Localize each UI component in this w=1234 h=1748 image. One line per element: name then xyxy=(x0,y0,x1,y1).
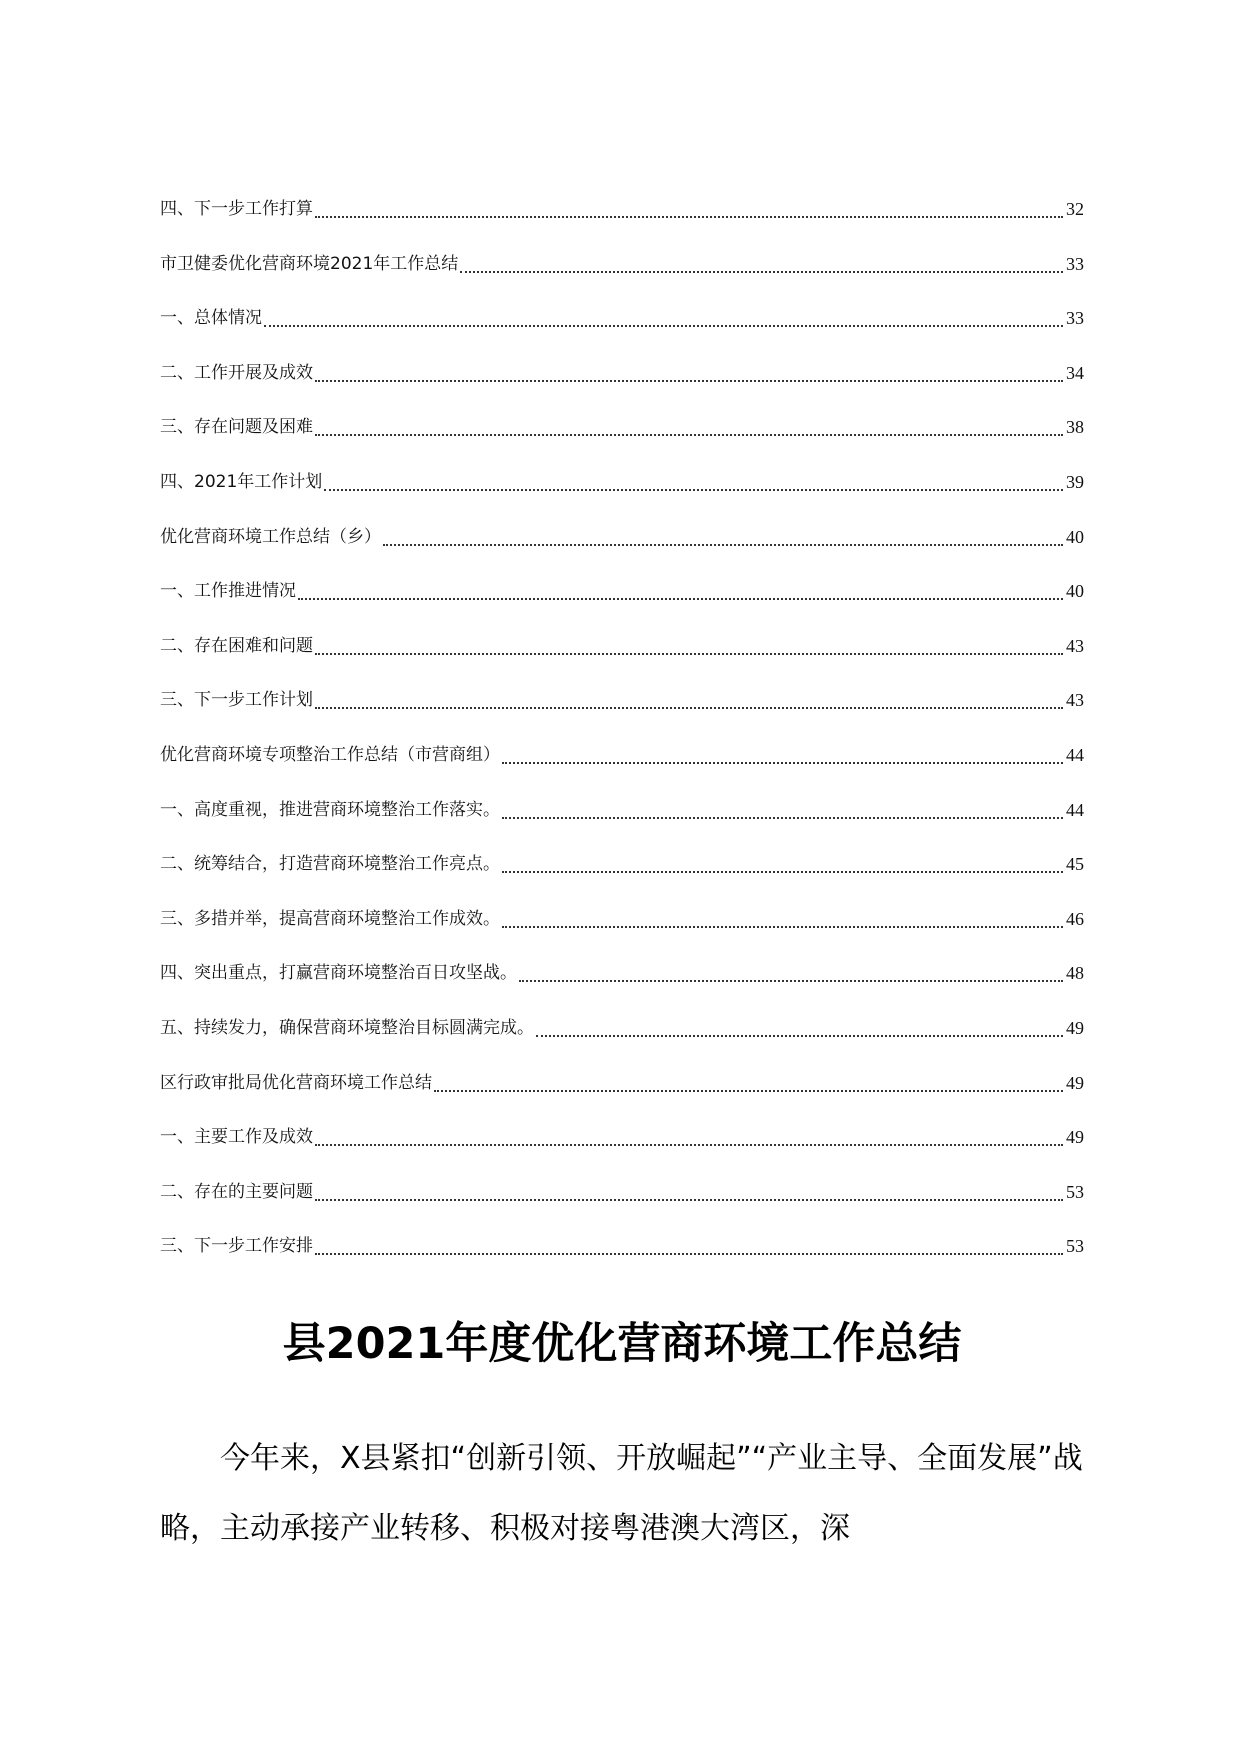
toc-page-number: 53 xyxy=(1066,1181,1084,1202)
toc-dot-leader xyxy=(315,633,1063,655)
toc-entry[interactable] xyxy=(160,469,1084,524)
toc-entry[interactable] xyxy=(160,742,1084,797)
toc-entry-text: 五、持续发力，确保营商环境整治目标圆满完成。 xyxy=(160,1017,534,1038)
toc-dot-leader xyxy=(460,251,1063,273)
toc-entry[interactable] xyxy=(160,1124,1084,1179)
toc-page-number: 53 xyxy=(1066,1236,1084,1257)
toc-entry-text: 一、主要工作及成效 xyxy=(160,1127,313,1148)
toc-entry[interactable] xyxy=(160,414,1084,469)
toc-entry-text: 四、下一步工作打算 xyxy=(160,199,313,219)
toc-entry[interactable] xyxy=(160,524,1084,579)
toc-dot-leader xyxy=(536,1015,1063,1037)
toc-entry-text: 三、存在问题及困难 xyxy=(160,417,313,438)
toc-page-number: 49 xyxy=(1066,1127,1084,1148)
toc-dot-leader xyxy=(519,960,1063,982)
toc-entry-text: 二、存在的主要问题 xyxy=(160,1181,313,1202)
toc-page-number: 40 xyxy=(1066,581,1084,602)
toc-dot-leader xyxy=(315,687,1063,709)
toc-entry[interactable] xyxy=(160,578,1084,633)
toc-page-number: 43 xyxy=(1066,690,1084,711)
toc-dot-leader xyxy=(434,1070,1063,1092)
toc-entry[interactable] xyxy=(160,1233,1084,1288)
toc-entry-text: 四、突出重点，打赢营商环境整治百日攻坚战。 xyxy=(160,963,517,984)
toc-entry[interactable] xyxy=(160,1070,1084,1125)
toc-dot-leader xyxy=(324,469,1063,491)
toc-page-number: 44 xyxy=(1066,799,1084,820)
toc-page-number: 48 xyxy=(1066,963,1084,984)
toc-entry-text: 二、存在困难和问题 xyxy=(160,635,313,656)
toc-page-number: 34 xyxy=(1066,362,1084,383)
toc-dot-leader xyxy=(298,578,1063,600)
toc-entry-text: 三、多措并举，提高营商环境整治工作成效。 xyxy=(160,908,500,929)
toc-page-number: 49 xyxy=(1066,1072,1084,1093)
toc-entry-text: 四、2021年工作计划 xyxy=(160,471,323,492)
toc-dot-leader xyxy=(383,524,1063,546)
toc-page-number: 45 xyxy=(1066,854,1084,875)
toc-dot-leader xyxy=(315,1179,1063,1201)
toc-entry-text: 优化营商环境专项整治工作总结（市营商组） xyxy=(160,744,500,765)
toc-page-number: 33 xyxy=(1066,253,1084,274)
toc-dot-leader xyxy=(315,1233,1063,1255)
toc-entry-text: 一、高度重视，推进营商环境整治工作落实。 xyxy=(160,799,500,820)
toc-dot-leader xyxy=(502,797,1063,819)
toc-entry-text: 一、总体情况 xyxy=(160,308,262,329)
toc-entry[interactable] xyxy=(160,633,1084,688)
toc-page-number: 33 xyxy=(1066,308,1084,329)
toc-entry-text: 二、工作开展及成效 xyxy=(160,362,313,383)
toc-entry-text: 二、统筹结合，打造营商环境整治工作亮点。 xyxy=(160,854,500,875)
toc-entry[interactable] xyxy=(160,851,1084,906)
toc-entry[interactable] xyxy=(160,1015,1084,1070)
toc-page-number: 40 xyxy=(1066,526,1084,547)
toc-page-number: 46 xyxy=(1066,908,1084,929)
toc-entry[interactable] xyxy=(160,906,1084,961)
toc-dot-leader xyxy=(315,414,1063,436)
toc-dot-leader xyxy=(502,742,1063,764)
toc-entry[interactable] xyxy=(160,360,1084,415)
toc-entry[interactable] xyxy=(160,797,1084,852)
toc-dot-leader xyxy=(315,360,1063,382)
toc-dot-leader xyxy=(315,1124,1063,1146)
toc-page-number: 49 xyxy=(1066,1017,1084,1038)
toc-entry-text: 三、下一步工作计划 xyxy=(160,690,313,711)
toc-entry[interactable] xyxy=(160,1179,1084,1234)
toc-page-number: 39 xyxy=(1066,471,1084,492)
toc-entry[interactable] xyxy=(160,305,1084,360)
table-of-contents xyxy=(160,196,1084,1288)
toc-entry-text: 优化营商环境工作总结（乡） xyxy=(160,526,381,547)
toc-page-number: 32 xyxy=(1066,199,1084,219)
toc-entry-text: 区行政审批局优化营商环境工作总结 xyxy=(160,1072,432,1093)
toc-page-number: 38 xyxy=(1066,417,1084,438)
body-paragraph: 今年来，X县紧扣“创新引领、开放崛起”“产业主导、全面发展”战略，主动承接产业转移、积极对接粤港澳大湾区，深 xyxy=(160,1441,1083,1546)
toc-dot-leader xyxy=(502,906,1063,928)
toc-entry-text: 一、工作推进情况 xyxy=(160,581,296,602)
document-title: 县2021年度优化营商环境工作总结 xyxy=(282,1319,962,1369)
toc-entry[interactable] xyxy=(160,960,1084,1015)
toc-page-number: 44 xyxy=(1066,744,1084,765)
toc-entry[interactable] xyxy=(160,687,1084,742)
toc-entry[interactable] xyxy=(160,251,1084,306)
toc-entry[interactable] xyxy=(160,196,1084,251)
toc-page-number: 43 xyxy=(1066,635,1084,656)
toc-dot-leader xyxy=(264,305,1063,327)
toc-entry-text: 三、下一步工作安排 xyxy=(160,1236,313,1257)
toc-entry-text: 市卫健委优化营商环境2021年工作总结 xyxy=(160,253,459,274)
toc-dot-leader xyxy=(502,851,1063,873)
toc-dot-leader xyxy=(315,196,1063,218)
